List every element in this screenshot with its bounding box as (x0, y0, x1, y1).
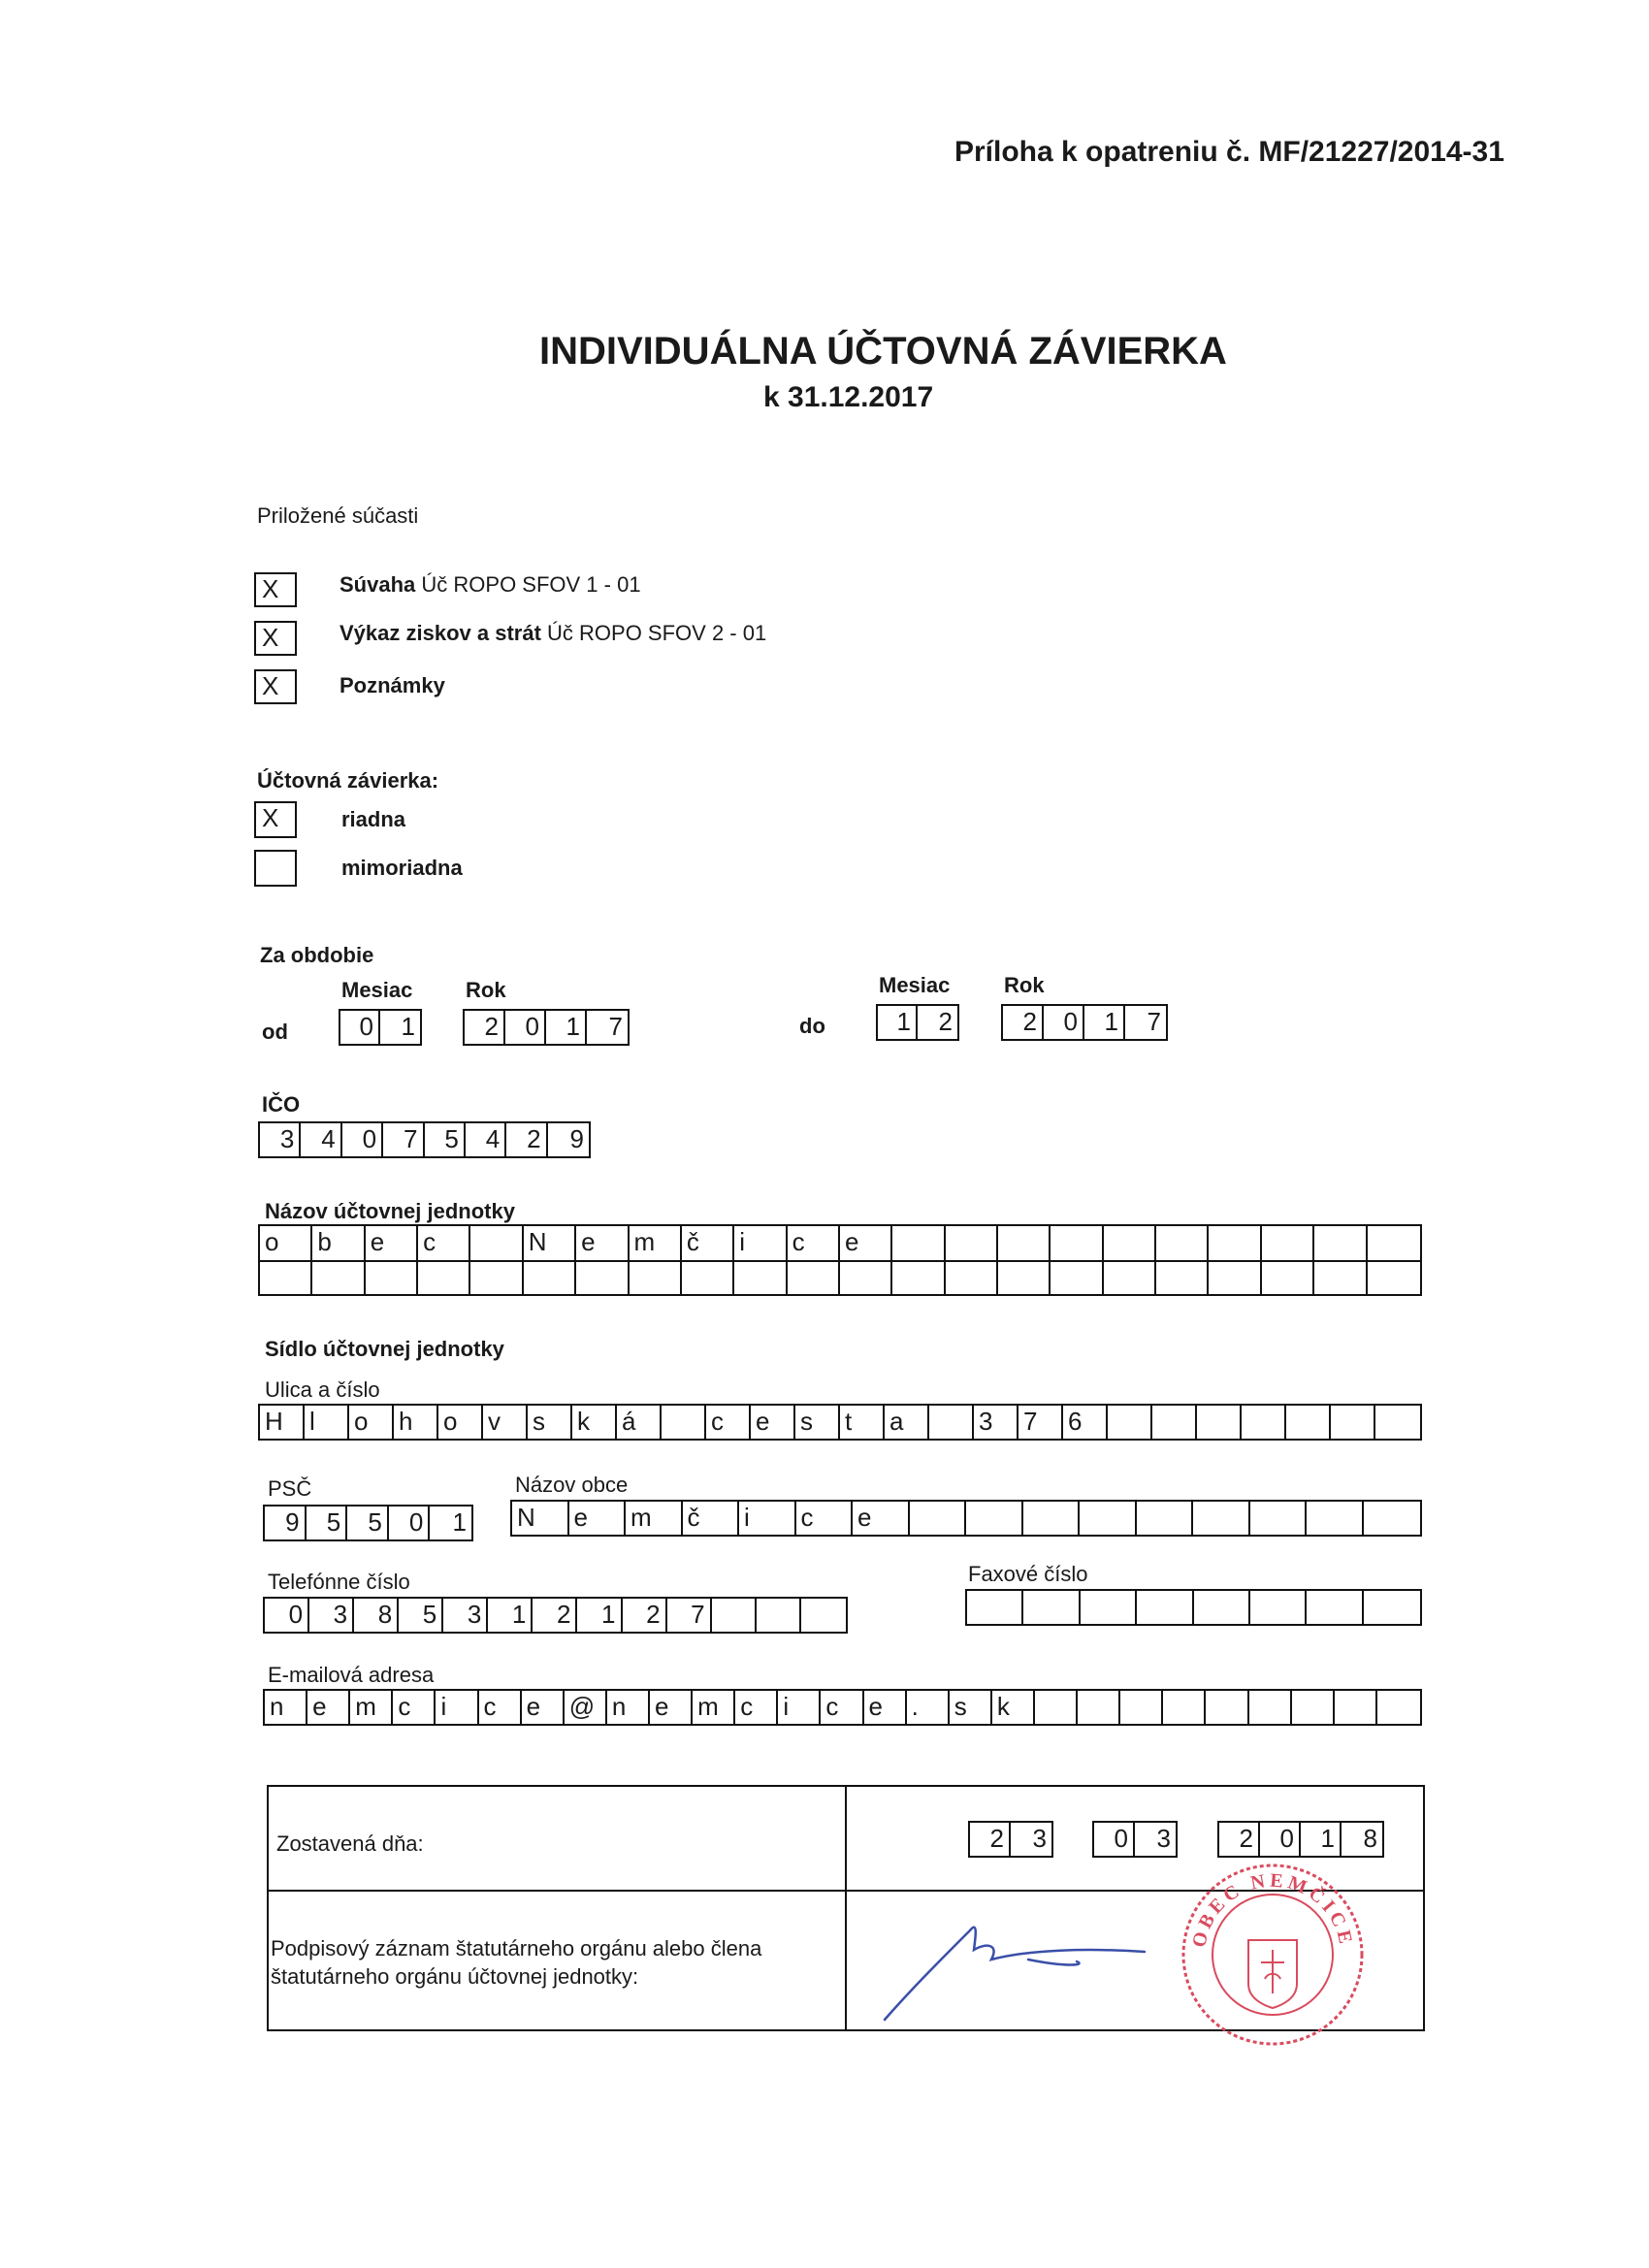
attached-heading: Priložené súčasti (257, 503, 419, 528)
char-cell (576, 1262, 629, 1296)
digit-cell: 2 (938, 1007, 953, 1036)
to-month-field[interactable] (876, 1004, 959, 1041)
period-heading: Za obdobie (260, 943, 374, 967)
checkbox-poznamky[interactable]: X (254, 669, 297, 704)
char-cell: 2 (623, 1599, 667, 1632)
char-cell: e (650, 1691, 693, 1724)
digit-cell: 1 (878, 1006, 918, 1039)
char-cell (1242, 1406, 1286, 1439)
digit-cell: 8 (1363, 1824, 1377, 1853)
char-cell (892, 1226, 945, 1260)
char-cell: e (864, 1691, 907, 1724)
char-cell (1023, 1591, 1080, 1624)
checkbox-suvaha[interactable]: X (254, 572, 297, 607)
from-year-label: Rok (466, 978, 506, 1002)
psc-field[interactable] (263, 1505, 473, 1541)
entity-name-field[interactable] (258, 1224, 1422, 1296)
attached-item-suvaha (340, 572, 641, 598)
char-cell: m (693, 1691, 735, 1724)
attached-item-poznamky: Poznámky (340, 673, 445, 697)
char-cell: H (260, 1406, 305, 1439)
char-cell: n (265, 1691, 307, 1724)
char-cell (1051, 1226, 1103, 1260)
compiled-label: Zostavená dňa: (276, 1831, 424, 1856)
char-cell: k (572, 1406, 617, 1439)
compiled-year-field[interactable] (1217, 1821, 1384, 1858)
char-cell (1051, 1262, 1103, 1296)
to-label: do (799, 1014, 825, 1038)
stamp-text: OBEC NEMČICE (1188, 1869, 1357, 1950)
from-label: od (262, 1020, 288, 1044)
char-cell (840, 1262, 892, 1296)
to-year-field[interactable] (1001, 1004, 1168, 1041)
annex-reference: Príloha k opatreniu č. MF/21227/2014-31 (954, 136, 1504, 168)
char-cell: 5 (347, 1507, 389, 1539)
char-cell (1080, 1502, 1137, 1535)
char-cell (1250, 1591, 1307, 1624)
char-cell (1307, 1502, 1364, 1535)
char-cell (910, 1502, 967, 1535)
char-cell: v (483, 1406, 528, 1439)
checkbox-vykaz[interactable]: X (254, 621, 297, 656)
compiled-month-field[interactable] (1092, 1821, 1178, 1858)
entity-row-1 (260, 1226, 1420, 1260)
digit-cell: 1 (401, 1012, 415, 1041)
street-field[interactable] (258, 1404, 1422, 1441)
char-cell: e (569, 1502, 627, 1535)
ico-field[interactable] (258, 1121, 591, 1158)
char-cell (1249, 1691, 1292, 1724)
digit-cell: 7 (383, 1123, 424, 1156)
digit-cell: 0 (340, 1011, 380, 1044)
char-cell: 5 (399, 1599, 443, 1632)
char-cell: c (479, 1691, 522, 1724)
char-cell: m (630, 1226, 682, 1260)
email-field[interactable] (263, 1689, 1422, 1726)
char-cell: t (840, 1406, 885, 1439)
char-cell (1152, 1406, 1197, 1439)
digit-cell: 9 (569, 1124, 584, 1153)
char-cell (260, 1262, 312, 1296)
char-cell: a (885, 1406, 929, 1439)
digit-cell: 2 (970, 1823, 1011, 1856)
char-cell: 5 (307, 1507, 348, 1539)
report-date: k 31.12.2017 (763, 381, 934, 413)
closing-heading: Účtovná závierka: (257, 768, 439, 793)
checkbox-riadna[interactable]: X (254, 801, 297, 838)
compiled-day-field[interactable] (968, 1821, 1053, 1858)
char-cell (1156, 1262, 1209, 1296)
char-cell (1368, 1226, 1420, 1260)
char-cell (1081, 1591, 1137, 1624)
char-cell (1137, 1502, 1194, 1535)
char-cell (682, 1262, 734, 1296)
char-cell (1137, 1591, 1193, 1624)
fax-label: Faxové číslo (968, 1562, 1088, 1586)
digit-cell: 4 (301, 1123, 341, 1156)
digit-cell: 0 (1260, 1823, 1301, 1856)
option-mimoriadna: mimoriadna (341, 856, 463, 880)
char-cell: n (607, 1691, 650, 1724)
char-cell: 3 (974, 1406, 1018, 1439)
ico-label: IČO (262, 1092, 301, 1117)
char-cell (470, 1262, 523, 1296)
char-cell: c (706, 1406, 751, 1439)
char-cell (1104, 1262, 1156, 1296)
char-cell: 8 (354, 1599, 399, 1632)
digit-cell: 3 (260, 1123, 301, 1156)
char-cell (1335, 1691, 1377, 1724)
char-cell: c (821, 1691, 863, 1724)
char-cell: e (522, 1691, 565, 1724)
char-cell: s (528, 1406, 572, 1439)
psc-label: PSČ (268, 1476, 312, 1501)
char-cell (1156, 1226, 1209, 1260)
char-cell (1286, 1406, 1331, 1439)
char-cell (1035, 1691, 1078, 1724)
char-cell: e (853, 1502, 910, 1535)
char-cell: e (576, 1226, 629, 1260)
digit-cell: 0 (342, 1123, 383, 1156)
digit-cell: 5 (425, 1123, 466, 1156)
char-cell: o (349, 1406, 394, 1439)
char-cell (1314, 1262, 1367, 1296)
digit-cell: 3 (1032, 1824, 1047, 1853)
char-cell (1104, 1226, 1156, 1260)
char-cell (734, 1262, 787, 1296)
char-cell: c (735, 1691, 778, 1724)
char-cell: c (788, 1226, 840, 1260)
city-field[interactable] (510, 1500, 1422, 1537)
char-cell: e (751, 1406, 795, 1439)
char-cell: 7 (1018, 1406, 1063, 1439)
char-cell: . (907, 1691, 950, 1724)
char-cell: 6 (1063, 1406, 1108, 1439)
to-year-label: Rok (1004, 973, 1045, 997)
char-cell (892, 1262, 945, 1296)
char-cell: 2 (533, 1599, 577, 1632)
char-cell (1193, 1502, 1250, 1535)
fax-field[interactable] (965, 1589, 1422, 1626)
char-cell (1197, 1406, 1242, 1439)
signature-label: Podpisový záznam štatutárneho orgánu alebo člena štatutárneho orgánu účtovnej jednotky: (271, 1936, 762, 1989)
option-riadna: riadna (341, 807, 406, 831)
char-cell: 1 (577, 1599, 622, 1632)
char-cell (1078, 1691, 1120, 1724)
attached-item-vykaz (340, 621, 766, 646)
char-cell: N (512, 1502, 569, 1535)
char-cell: 3 (443, 1599, 488, 1632)
phone-field[interactable] (263, 1597, 848, 1634)
char-cell (1364, 1591, 1420, 1624)
digit-cell: 1 (546, 1011, 587, 1044)
char-cell (1120, 1691, 1163, 1724)
char-cell (788, 1262, 840, 1296)
digit-cell: 3 (1156, 1824, 1171, 1853)
char-cell (1262, 1262, 1314, 1296)
char-cell (1314, 1226, 1367, 1260)
char-cell (1250, 1502, 1308, 1535)
char-cell (1307, 1591, 1363, 1624)
entity-name-label: Názov účtovnej jednotky (265, 1199, 515, 1223)
char-cell: 0 (389, 1507, 431, 1539)
char-cell (1368, 1262, 1420, 1296)
char-cell: o (438, 1406, 483, 1439)
char-cell (630, 1262, 682, 1296)
char-cell (312, 1262, 365, 1296)
digit-cell: 0 (505, 1011, 546, 1044)
char-cell: m (350, 1691, 393, 1724)
from-year-field[interactable] (463, 1009, 630, 1046)
char-cell: e (366, 1226, 418, 1260)
digit-cell: 1 (1301, 1823, 1342, 1856)
char-cell: c (393, 1691, 436, 1724)
char-cell (712, 1599, 757, 1632)
char-cell (946, 1262, 998, 1296)
char-cell: á (617, 1406, 662, 1439)
char-cell: i (778, 1691, 821, 1724)
char-cell (662, 1406, 706, 1439)
item-code: Úč ROPO SFOV 1 - 01 (421, 572, 641, 597)
char-cell (1163, 1691, 1206, 1724)
digit-cell: 0 (1094, 1823, 1135, 1856)
char-cell: 7 (667, 1599, 712, 1632)
char-cell: i (436, 1691, 478, 1724)
char-cell: e (307, 1691, 350, 1724)
to-month-label: Mesiac (879, 973, 951, 997)
char-cell (1292, 1691, 1335, 1724)
char-cell (470, 1226, 523, 1260)
char-cell (929, 1406, 974, 1439)
entity-row-2 (260, 1260, 1420, 1296)
digit-cell: 7 (608, 1012, 623, 1041)
char-cell: č (682, 1226, 734, 1260)
city-label: Názov obce (515, 1473, 629, 1497)
char-cell (1206, 1691, 1248, 1724)
char-cell (1331, 1406, 1375, 1439)
char-cell (757, 1599, 801, 1632)
digit-cell: 2 (1003, 1006, 1044, 1039)
char-cell (946, 1226, 998, 1260)
checkbox-mimoriadna[interactable] (254, 850, 297, 887)
char-cell: č (683, 1502, 740, 1535)
street-label: Ulica a číslo (265, 1377, 380, 1402)
item-name: Výkaz ziskov a strát (340, 621, 541, 645)
char-cell (967, 1591, 1023, 1624)
char-cell: @ (565, 1691, 607, 1724)
char-cell (966, 1502, 1023, 1535)
char-cell: l (305, 1406, 349, 1439)
digit-cell: 2 (1219, 1823, 1260, 1856)
char-cell (801, 1599, 846, 1632)
item-code: Úč ROPO SFOV 2 - 01 (547, 621, 767, 645)
char-cell (366, 1262, 418, 1296)
char-cell (1209, 1226, 1261, 1260)
stamp-icon (1176, 1858, 1370, 2052)
char-cell (1262, 1226, 1314, 1260)
char-cell (1023, 1502, 1081, 1535)
char-cell: N (524, 1226, 576, 1260)
char-cell: o (260, 1226, 312, 1260)
char-cell (998, 1226, 1051, 1260)
from-month-field[interactable] (339, 1009, 422, 1046)
char-cell (1377, 1691, 1420, 1724)
digit-cell: 2 (506, 1123, 547, 1156)
char-cell: k (992, 1691, 1035, 1724)
from-month-label: Mesiac (341, 978, 413, 1002)
char-cell: 3 (309, 1599, 354, 1632)
digit-cell: 4 (466, 1123, 506, 1156)
digit-cell: 0 (1044, 1006, 1084, 1039)
char-cell (1108, 1406, 1152, 1439)
char-cell: 9 (265, 1507, 307, 1539)
char-cell (418, 1262, 470, 1296)
char-cell: h (394, 1406, 438, 1439)
char-cell: e (840, 1226, 892, 1260)
char-cell: m (626, 1502, 683, 1535)
char-cell: i (739, 1502, 796, 1535)
char-cell (998, 1262, 1051, 1296)
digit-cell: 1 (1084, 1006, 1125, 1039)
char-cell: c (418, 1226, 470, 1260)
char-cell: 1 (488, 1599, 533, 1632)
char-cell (1364, 1502, 1421, 1535)
footer-vertical-divider (845, 1787, 847, 2029)
page-title: INDIVIDUÁLNA ÚČTOVNÁ ZÁVIERKA (539, 330, 1227, 373)
char-cell: c (796, 1502, 854, 1535)
digit-cell: 2 (465, 1011, 505, 1044)
char-cell: 1 (452, 1507, 467, 1537)
email-label: E-mailová adresa (268, 1663, 435, 1687)
char-cell: b (312, 1226, 365, 1260)
char-cell: s (950, 1691, 992, 1724)
item-name: Súvaha (340, 572, 416, 597)
seat-heading: Sídlo účtovnej jednotky (265, 1337, 504, 1361)
char-cell (524, 1262, 576, 1296)
char-cell (1194, 1591, 1250, 1624)
phone-label: Telefónne číslo (268, 1570, 410, 1594)
char-cell (1209, 1262, 1261, 1296)
char-cell: i (734, 1226, 787, 1260)
char-cell: s (795, 1406, 840, 1439)
char-cell (1375, 1406, 1420, 1439)
digit-cell: 7 (1147, 1007, 1161, 1036)
char-cell: 0 (265, 1599, 309, 1632)
